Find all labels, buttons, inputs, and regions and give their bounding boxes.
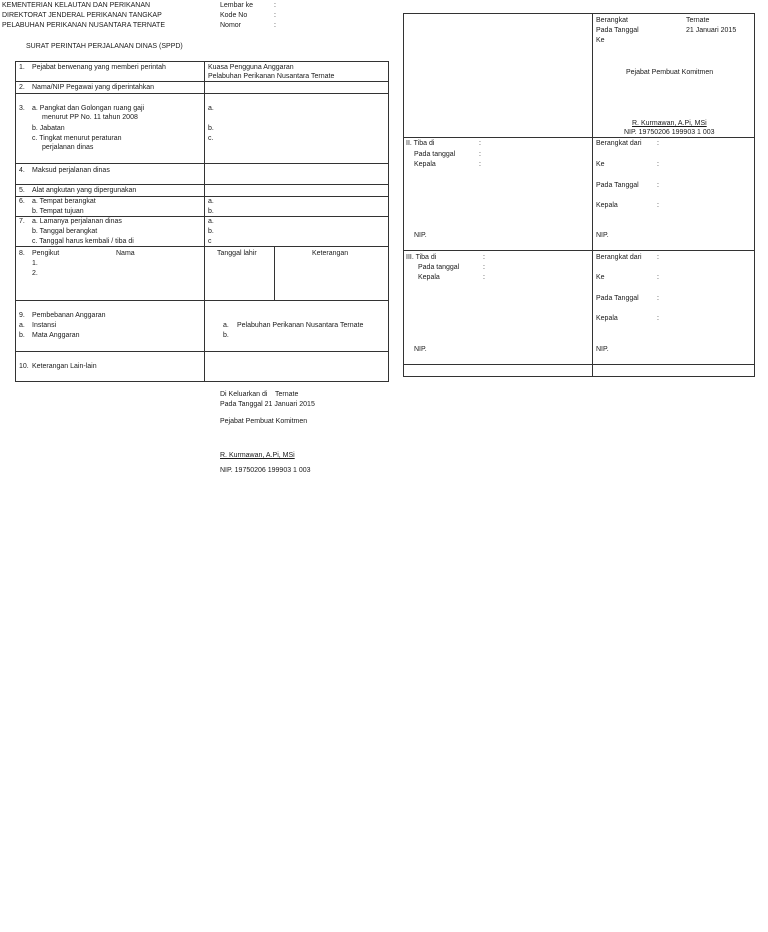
row10-label: Keterangan Lain-lain — [32, 363, 97, 370]
row4-label: Maksud perjalanan dinas — [32, 167, 110, 174]
issued-at-label: Di Keluarkan di — [220, 391, 268, 398]
issued-signatory-nip: NIP. 19750206 199903 1 003 — [220, 467, 311, 474]
row3-a-label-cont: menurut PP No. 11 tahun 2008 — [42, 114, 138, 121]
section-ii-pada-tanggal-right: Pada Tanggal — [596, 182, 639, 189]
section-iii-pada-tanggal-right: Pada Tanggal — [596, 295, 639, 302]
row8-item1: 1. — [32, 260, 38, 267]
row7-c-label: c. Tanggal harus kembali / tiba di — [32, 238, 134, 245]
section-ii-berangkat-dari: Berangkat dari — [596, 140, 642, 147]
berangkat-label: Berangkat — [596, 17, 628, 24]
row1-label: Pejabat berwenang yang memberi perintah — [32, 64, 166, 71]
form-column-divider — [204, 61, 205, 382]
row8-item2: 2. — [32, 270, 38, 277]
row7-c-value: c — [208, 238, 212, 245]
right-official: Pejabat Pembuat Komitmen — [626, 69, 714, 76]
row6-b-label: b. Tempat tujuan — [32, 208, 84, 215]
issued-official: Pejabat Pembuat Komitmen — [220, 418, 308, 425]
lembar-label: Lembar ke — [220, 2, 254, 9]
row3-b-label: b. Jabatan — [32, 125, 65, 132]
row3-c-label-cont: perjalanan dinas — [42, 144, 94, 151]
section-iii-kepala-right: Kepala — [596, 315, 618, 322]
row7-a-value: a. — [208, 218, 214, 225]
row9-label: Pembebanan Anggaran — [32, 312, 106, 319]
nomor-colon: : — [274, 22, 276, 29]
row9-a-value: Pelabuhan Perikanan Nusantara Ternate — [237, 322, 364, 329]
row8-keterangan-header: Keterangan — [312, 250, 349, 257]
kode-colon: : — [274, 12, 276, 19]
row1-number: 1. — [19, 64, 25, 71]
row2-label: Nama/NIP Pegawai yang diperintahkan — [32, 84, 155, 91]
section-iii-nip-right: NIP. — [596, 346, 609, 353]
row9-a-mark: a. — [19, 322, 25, 329]
row9-b-value-mark: b. — [223, 332, 229, 339]
doc-title: SURAT PERINTAH PERJALANAN DINAS (SPPD) — [26, 43, 183, 50]
row3-c-value: c. — [208, 135, 214, 142]
row6-number: 6. — [19, 198, 25, 205]
section-ii-kepala: Kepala — [414, 161, 436, 168]
directorate-name: DIREKTORAT JENDERAL PERIKANAN TANGKAP — [2, 12, 162, 19]
row9-b-label: Mata Anggaran — [32, 332, 80, 339]
row3-b-value: b. — [208, 125, 214, 132]
nomor-label: Nomor — [220, 22, 242, 29]
row8-number: 8. — [19, 250, 25, 257]
row8-label: Pengikut — [32, 250, 60, 257]
pada-tanggal-label: Pada Tanggal — [596, 27, 639, 34]
row6-a-value: a. — [208, 198, 214, 205]
issued-at-value: Ternate — [275, 391, 299, 398]
row7-number: 7. — [19, 218, 25, 225]
ke-label: Ke — [596, 37, 605, 44]
row8-nama-header: Nama — [116, 250, 135, 257]
berangkat-value: Ternate — [686, 17, 710, 24]
row6-b-value: b. — [208, 208, 214, 215]
row9-a-label: Instansi — [32, 322, 57, 329]
kode-label: Kode No — [220, 12, 248, 19]
row6-a-label: a. Tempat berangkat — [32, 198, 96, 205]
section-iii-berangkat-dari: Berangkat dari — [596, 254, 642, 261]
right-signatory-nip: NIP. 19750206 199903 1 003 — [624, 129, 715, 136]
row4-number: 4. — [19, 167, 25, 174]
section-iii-tiba: III. Tiba di — [406, 254, 437, 261]
row3-a-value: a. — [208, 105, 214, 112]
section-ii-ke: Ke — [596, 161, 605, 168]
row7-b-value: b. — [208, 228, 214, 235]
pada-tanggal-value: 21 Januari 2015 — [686, 27, 737, 34]
row7-a-label: a. Lamanya perjalanan dinas — [32, 218, 122, 225]
row9-a-value-mark: a. — [223, 322, 229, 329]
section-iii-pada-tanggal: Pada tanggal — [418, 264, 460, 271]
right-signatory-name: R. Kurmawan, A.Pi, MSi — [632, 120, 707, 127]
section-iii-kepala: Kepala — [418, 274, 440, 281]
row3-c-label: c. Tingkat menurut peraturan — [32, 135, 122, 142]
row9-b-mark: b. — [19, 332, 25, 339]
section-iii-ke: Ke — [596, 274, 605, 281]
section-ii-pada-tanggal: Pada tanggal — [414, 151, 456, 158]
row5-label: Alat angkutan yang dipergunakan — [32, 187, 137, 194]
section-ii-kepala-right: Kepala — [596, 202, 618, 209]
issued-signatory-name: R. Kurmawan, A.Pi, MSi — [220, 452, 295, 459]
row1-value-line1: Kuasa Pengguna Anggaran — [208, 64, 294, 71]
section-iii-nip: NIP. — [414, 346, 427, 353]
ministry-name: KEMENTERIAN KELAUTAN DAN PERIKANAN — [2, 2, 151, 9]
row9-number: 9. — [19, 312, 25, 319]
lembar-colon: : — [274, 2, 276, 9]
row1-value-line2: Pelabuhan Perikanan Nusantara Ternate — [208, 73, 335, 80]
row3-number: 3. — [19, 105, 25, 112]
section-ii-nip: NIP. — [414, 232, 427, 239]
port-name: PELABUHAN PERIKANAN NUSANTARA TERNATE — [2, 22, 165, 29]
row2-number: 2. — [19, 84, 25, 91]
row10-number: 10. — [19, 363, 29, 370]
section-ii-tiba: II. Tiba di — [406, 140, 435, 147]
issued-date: Pada Tanggal 21 Januari 2015 — [220, 401, 315, 408]
row7-b-label: b. Tanggal berangkat — [32, 228, 98, 235]
row8-tanggal-header: Tanggal lahir — [217, 250, 257, 257]
section-ii-nip-right: NIP. — [596, 232, 609, 239]
row5-number: 5. — [19, 187, 25, 194]
row3-a-label: a. Pangkat dan Golongan ruang gaji — [32, 105, 145, 112]
